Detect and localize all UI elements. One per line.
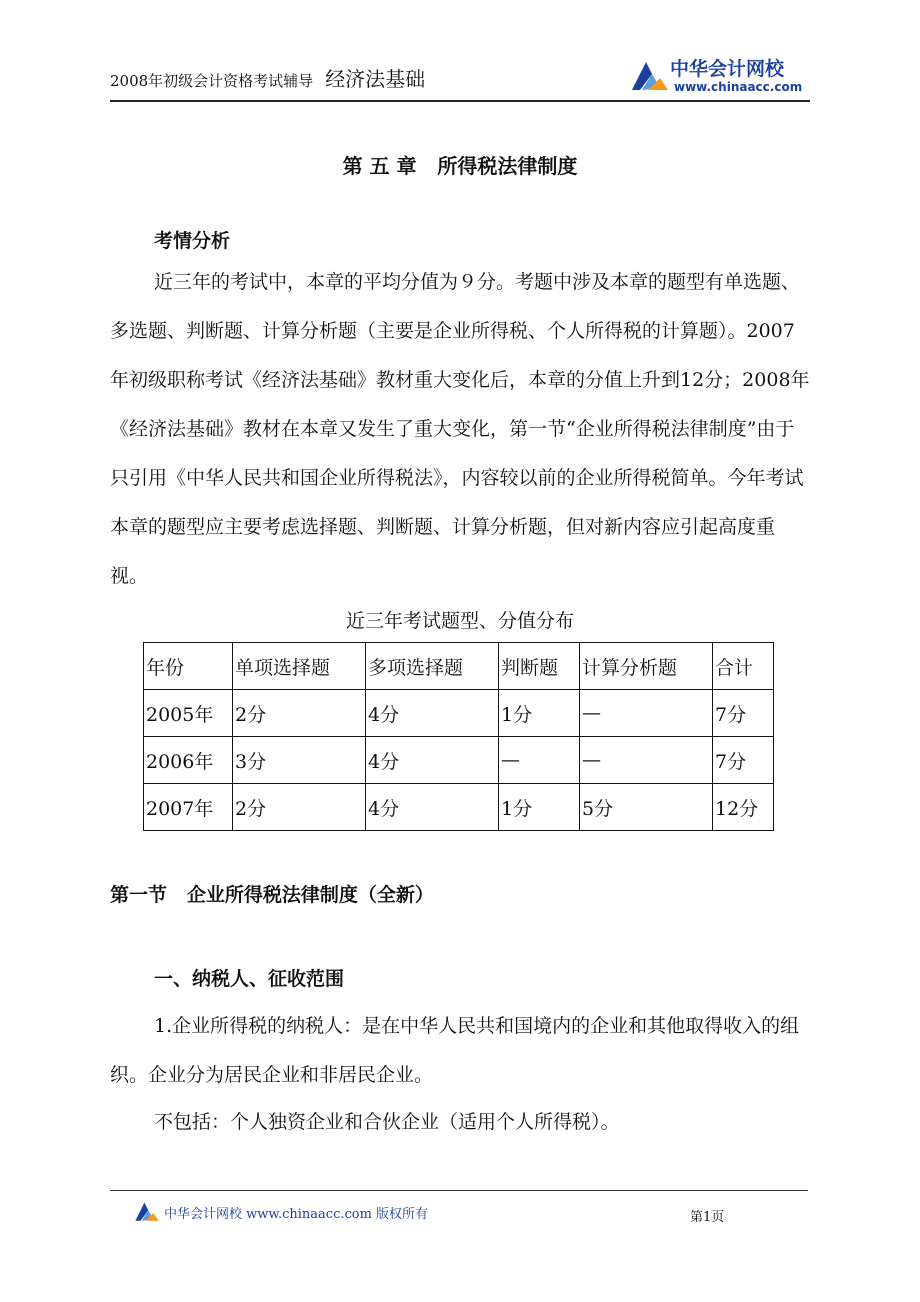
logo-name: 中华会计网校	[670, 58, 785, 80]
section-paragraph-1: 1.企业所得税的纳税人：是在中华人民共和国境内的企业和其他取得收入的组织。企业分为居民企业和非居民企业。	[110, 1015, 800, 1086]
table-row	[144, 690, 774, 737]
section-title: 第一节 企业所得税法律制度（全新）	[110, 884, 434, 906]
table-header-row	[144, 643, 774, 690]
analysis-paragraph: 近三年的考试中，本章的平均分值为９分。考题中涉及本章的题型有单选题、多选题、判断题、计算分析题（主要是企业所得税、个人所得税的计算题）。2007年初级职称考试《经济法基础》教材重大变化后，本章的分值上升到12分；2008年《经济法基础》教材在本章又发生了重大变化，第一节“企业所得税法律制度”由于只引用《中华人民共和国企业所得税法》，内容较以前的企业所得税简单。今年考试本章的题型应主要考虑选择题、判断题、计算分析题，但对新内容应引起高度重视。	[110, 271, 810, 587]
footer-divider	[110, 1190, 808, 1191]
table-cell: —	[580, 737, 713, 784]
table-cell: 7分	[713, 690, 774, 737]
table-header-cell: 多项选择题	[366, 643, 499, 690]
table-cell: 2006年	[144, 737, 233, 784]
table-row	[144, 784, 774, 831]
table-cell: 5分	[580, 784, 713, 831]
table-cell: 2分	[233, 784, 366, 831]
table-cell: 1分	[499, 690, 580, 737]
header-exam-title: 2008年初级会计资格考试辅导	[110, 72, 314, 90]
table-header-cell: 判断题	[499, 643, 580, 690]
header-divider	[110, 100, 810, 102]
table-cell: 4分	[366, 690, 499, 737]
footer-text: 中华会计网校 www.chinaacc.com 版权所有	[164, 1207, 429, 1222]
table-cell: —	[580, 690, 713, 737]
table-header-cell: 单项选择题	[233, 643, 366, 690]
table-cell: 4分	[366, 784, 499, 831]
table-cell: —	[499, 737, 580, 784]
table-header-cell: 年份	[144, 643, 233, 690]
table-cell: 12分	[713, 784, 774, 831]
table-cell: 4分	[366, 737, 499, 784]
table-header-cell: 计算分析题	[580, 643, 713, 690]
footer-logo-icon	[134, 1200, 160, 1222]
table-header-cell: 合计	[713, 643, 774, 690]
logo-icon	[630, 58, 670, 92]
section-subheading: 一、纳税人、征收范围	[154, 968, 345, 990]
page-number: 第1页	[690, 1210, 725, 1225]
table-cell: 2005年	[144, 690, 233, 737]
table-cell: 2007年	[144, 784, 233, 831]
table-cell: 7分	[713, 737, 774, 784]
analysis-heading: 考情分析	[154, 230, 231, 252]
table-cell: 3分	[233, 737, 366, 784]
page-header	[110, 50, 810, 102]
section-paragraph-2: 不包括：个人独资企业和合伙企业（适用个人所得税）。	[154, 1111, 620, 1133]
table-row	[144, 737, 774, 784]
table-cell: 1分	[499, 784, 580, 831]
table-cell: 2分	[233, 690, 366, 737]
chinaacc-logo	[630, 52, 810, 96]
score-distribution-table	[143, 642, 774, 831]
header-left	[110, 63, 425, 92]
logo-url: www.chinaacc.com	[674, 80, 803, 94]
chapter-title: 第 五 章 所得税法律制度	[342, 154, 578, 178]
table-caption: 近三年考试题型、分值分布	[345, 610, 574, 632]
header-subject: 经济法基础	[325, 67, 426, 91]
